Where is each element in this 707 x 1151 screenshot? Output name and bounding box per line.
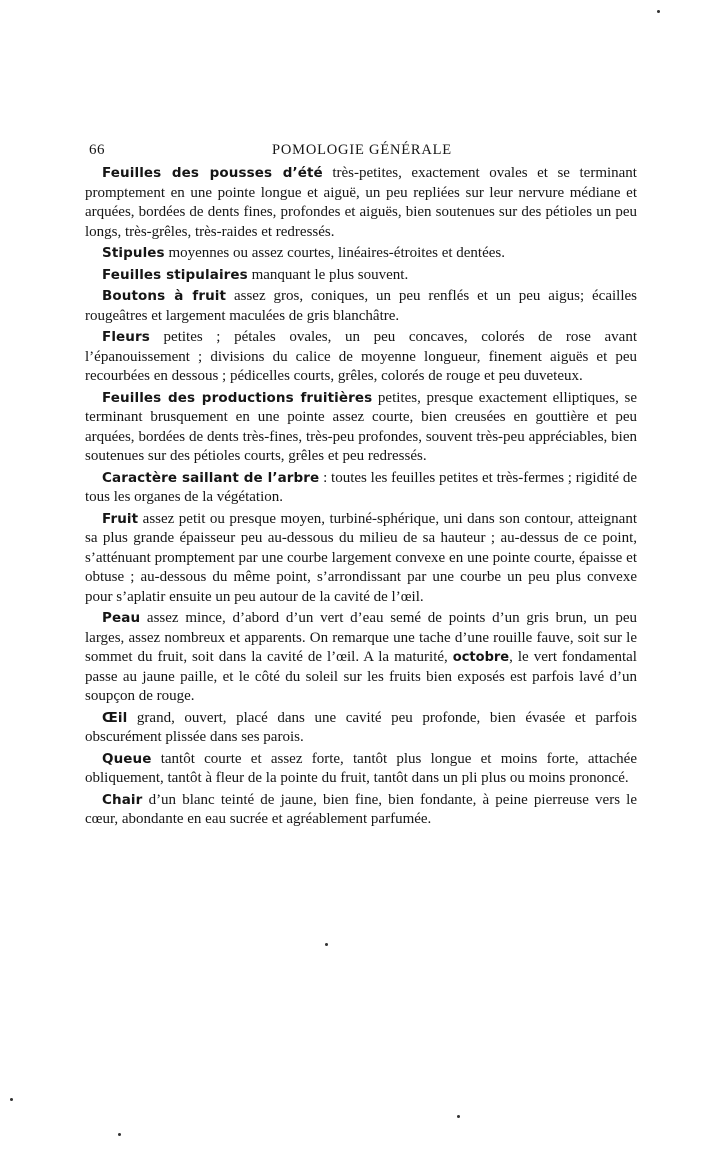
ripening-month: octobre: [452, 650, 510, 665]
entry-term: Feuilles des productions fruitières: [102, 389, 373, 406]
page-header: [89, 142, 635, 164]
entry-term: Feuilles des pousses d’été: [102, 165, 323, 181]
entry-text: manquant le plus souvent.: [247, 266, 409, 283]
page-number: 66: [89, 142, 105, 158]
entry-term: Fruit: [102, 510, 139, 527]
entry-text: grand, ouvert, placé dans une cavité peu profonde, bien évasée et parfois obscurément plissée dans ses parois.: [85, 709, 637, 745]
entry-term: Stipules: [102, 245, 165, 261]
entry-flesh: [85, 791, 637, 830]
entry-fruiting-leaves: [85, 389, 637, 467]
entry-stipules: [85, 244, 637, 264]
print-speck: [325, 943, 328, 946]
entry-fruit: [85, 510, 637, 608]
entry-text: tantôt courte et assez forte, tantôt plus longue et moins forte, attachée obliquement, tantôt à fleur de la pointe du fruit, tantôt dans un pli plus ou moins prononcé.: [85, 750, 637, 786]
entry-text: petites ; pétales ovales, un peu concaves, colorés de rose avant l’épanouissement ; divisions du calice de moyenne longueur, finement aiguës et peu recourbées en dessous ; pédicelles courts, grêles, colorés de rouge et peu duveteux.: [85, 329, 637, 384]
entry-term: Chair: [102, 791, 143, 808]
entry-fruit-buds: [85, 287, 637, 326]
entry-text: moyennes ou assez courtes, linéaires-étroites et dentées.: [164, 245, 505, 261]
entry-eye: [85, 709, 637, 748]
print-speck: [118, 1133, 121, 1136]
print-speck: [657, 10, 660, 13]
entry-text: très-petites, exactement ovales et se terminant promptement en une pointe longue et aiguë, un peu repliées sur leur nervure médiane et arquées, bordées de dents fines, profondes et aiguës, bien soutenues sur des pétioles un peu longs, très-grêles, très-raides et redressés.: [85, 165, 637, 240]
entry-text: d’un blanc teinté de jaune, bien fine, bien fondante, à peine pierreuse vers le cœur, abondante en eau sucrée et agréablement parfumée.: [85, 791, 637, 827]
entry-term: Boutons à fruit: [102, 288, 227, 304]
entry-stalk: [85, 750, 637, 789]
entry-term: Queue: [102, 750, 152, 767]
entry-text: assez petit ou presque moyen, turbiné-sphérique, uni dans son contour, atteignant sa plus grande épaisseur peu au-dessous du milieu de sa hauteur ; au-dessus de ce point, s’atténuant promptement par une courbe largement convexe en une pointe courte, épaisse et obtuse ; au-dessous du même point, s’arrondissant par une courbe un peu plus convexe pour s’aplatir ensuite un peu autour de la cavité de l’œil.: [85, 510, 637, 605]
entry-skin: [85, 609, 637, 707]
entry-tree-character: [85, 469, 637, 508]
entry-text: assez mince, d’abord d’un vert d’eau semé de points d’un gris brun, un peu larges, assez nombreux et apparents. On remarque une tache d’une rouille fauve, soit sur le sommet du fruit, soit dans la cavité de l’œil. A la maturité,: [85, 610, 637, 665]
entry-term: Fleurs: [102, 329, 150, 345]
running-title: POMOLOGIE GÉNÉRALE: [272, 142, 452, 158]
entry-term: Peau: [102, 610, 141, 626]
entry-text: , le vert fondamental passe au jaune paille, et le côté du soleil sur les fruits bien exposés est parfois lavé d’un soupçon de rouge.: [85, 649, 637, 704]
entry-text: assez gros, coniques, un peu renflés et un peu aigus; écailles rougeâtres et largement maculées de gris blanchâtre.: [85, 288, 637, 324]
print-speck: [457, 1115, 460, 1118]
entry-summer-leaves: [85, 164, 637, 242]
entry-text: petites, presque exactement elliptiques, se terminant brusquement en une pointe assez courte, bien creusées en gouttière et peu arquées, bordées de dents très-fines, très-peu profondes, souvent très-peu appréciables, bien soutenues sur des pétioles courts, grêles et peu redressés.: [85, 389, 637, 464]
print-speck: [10, 1098, 13, 1101]
description-body: [85, 164, 637, 832]
entry-term: Caractère saillant de l’arbre: [102, 469, 320, 486]
entry-text: : toutes les feuilles petites et très-fermes ; rigidité de tous les organes de la végétation.: [85, 469, 638, 505]
entry-term: Feuilles stipulaires: [102, 266, 248, 283]
entry-stipular-leaves: [85, 266, 637, 286]
entry-flowers: [85, 328, 637, 387]
entry-term: Œil: [102, 709, 128, 726]
